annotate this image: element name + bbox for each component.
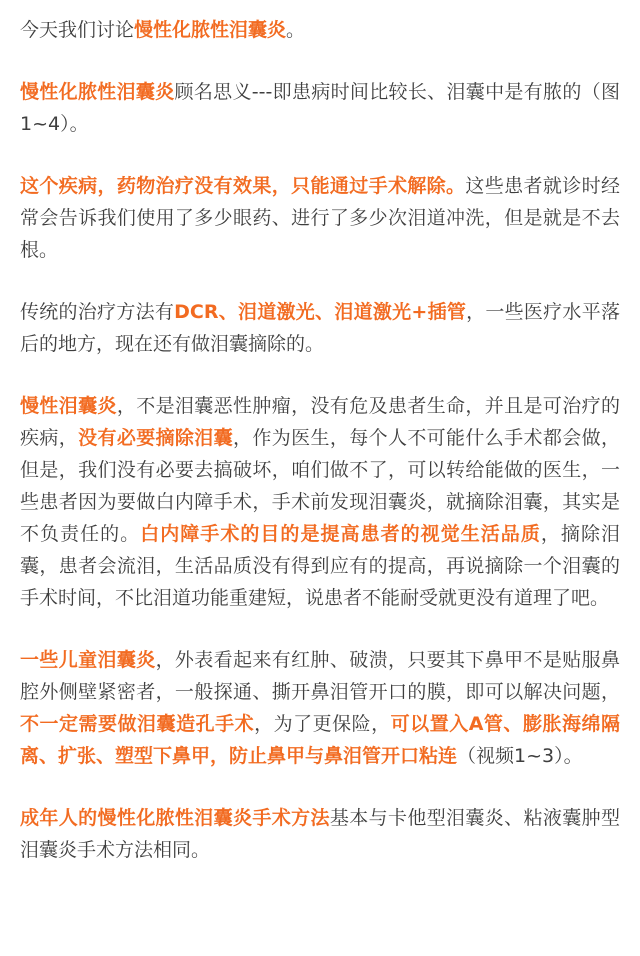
highlighted-text: 慢性化脓性泪囊炎 (20, 81, 175, 103)
highlighted-text: 不一定需要做泪囊造孔手术 (20, 713, 255, 735)
text-run: ，外表看起来有红肿、破溃，只要其下鼻甲不是贴服鼻腔外侧壁紧密者，一般探通、撕开鼻泪管开口的膜，即可以解决问题， (20, 649, 620, 703)
paragraph (20, 802, 620, 866)
paragraph (20, 76, 620, 140)
text-run: 这些患者就诊时经常会告诉我们使用了多少眼药、进行了多少次泪道冲洗，但是就是不去根。 (20, 175, 620, 261)
text-run: 今天我们讨论 (20, 19, 135, 41)
highlighted-text: 可以置入A管、膨胀海绵隔离、扩张、塑型下鼻甲，防止鼻甲与鼻泪管开口粘连 (20, 713, 620, 767)
highlighted-text: 慢性泪囊炎 (20, 395, 117, 417)
text-run: 。 (286, 19, 306, 41)
highlighted-text: 一些儿童泪囊炎 (20, 649, 156, 671)
text-run: （视频1~3）。 (457, 745, 583, 767)
paragraph (20, 14, 620, 46)
highlighted-text: 慢性化脓性泪囊炎 (134, 19, 287, 41)
paragraph (20, 644, 620, 772)
paragraph (20, 390, 620, 614)
text-run: 基本与卡他型泪囊炎、粘液囊肿型泪囊炎手术方法相同。 (20, 807, 620, 861)
highlighted-text: 这个疾病，药物治疗没有效果，只能通过手术解除。 (20, 175, 466, 197)
text-run: ，摘除泪囊，患者会流泪，生活品质没有得到应有的提高，再说摘除一个泪囊的手术时间，不比泪道功能重建短，说患者不能耐受就更没有道理了吧。 (20, 523, 620, 609)
highlighted-text: 白内障手术的目的是提高患者的视觉生活品质 (140, 523, 541, 545)
highlighted-text: DCR、泪道激光、泪道激光+插管 (174, 301, 467, 323)
paragraph (20, 296, 620, 360)
text-run: ，一些医疗水平落后的地方，现在还有做泪囊摘除的。 (20, 301, 620, 355)
paragraph (20, 170, 620, 266)
highlighted-text: 没有必要摘除泪囊 (78, 427, 234, 449)
text-run: ，不是泪囊恶性肿瘤，没有危及患者生命，并且是可治疗的疾病， (20, 395, 620, 449)
text-run: ，作为医生，每个人不可能什么手术都会做，但是，我们没有必要去搞破坏，咱们做不了，可以转给能做的医生，一些患者因为要做白内障手术，手术前发现泪囊炎，就摘除泪囊，其实是不负责任的。 (20, 427, 620, 545)
text-run: 传统的治疗方法有 (20, 301, 175, 323)
text-run: 顾名思义---即患病时间比较长、泪囊中是有脓的（图1~4）。 (20, 81, 620, 135)
highlighted-text: 成年人的慢性化脓性泪囊炎手术方法 (20, 807, 330, 829)
text-run: ，为了更保险， (254, 713, 391, 735)
